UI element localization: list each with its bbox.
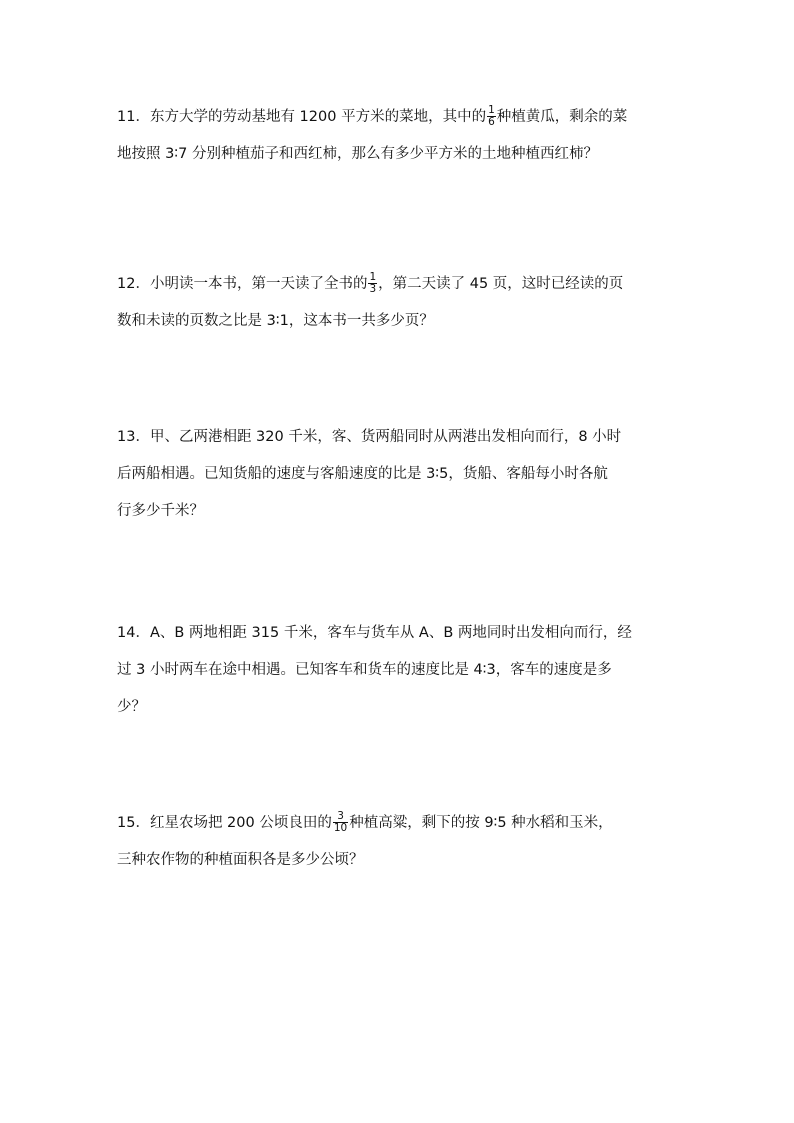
- fraction: [368, 272, 377, 295]
- problem-13: [117, 419, 687, 530]
- problem-text: 甲、乙两港相距 320 千米，客、货两船同时从两港出发相向而行，8 小时: [149, 429, 622, 445]
- fraction-numerator: 1: [369, 270, 377, 283]
- problem-number: 12．: [117, 276, 150, 292]
- problem-12-line-1: [117, 266, 687, 303]
- problem-14: [117, 615, 687, 726]
- problem-number: 11．: [117, 109, 150, 125]
- problem-13-line-2: 后两船相遇。已知货船的速度与客船速度的比是 3∶5，货船、客船每小时各航: [117, 466, 608, 482]
- fraction: [333, 811, 348, 834]
- problem-text: 小明读一本书，第一天读了全书的: [149, 276, 368, 292]
- problem-11: [117, 99, 687, 173]
- problem-12-line-2: 数和未读的页数之比是 3∶1，这本书一共多少页？: [117, 313, 434, 329]
- problem-text: 红星农场把 200 公顷良田的: [149, 815, 332, 831]
- problem-text: 种植黄瓜，剩余的菜: [496, 109, 628, 125]
- problem-15-line-1: [117, 805, 687, 842]
- problem-14-line-2: 过 3 小时两车在途中相遇。已知客车和货车的速度比是 4∶3，客车的速度是多: [117, 662, 612, 678]
- problem-11-line-1: [117, 99, 687, 136]
- problem-text: A、B 两地相距 315 千米，客车与货车从 A、B 两地同时出发相向而行，经: [149, 625, 632, 641]
- fraction-numerator: 3: [333, 811, 348, 823]
- problem-number: 13．: [117, 429, 150, 445]
- problem-text: 东方大学的劳动基地有 1200 平方米的菜地，其中的: [149, 109, 487, 125]
- fraction-denominator: 10: [333, 821, 348, 834]
- fraction-denominator: 6: [488, 115, 495, 128]
- problem-text: ，第二天读了 45 页，这时已经读的页: [378, 276, 624, 292]
- problem-15: [117, 805, 687, 879]
- fraction-denominator: 3: [369, 282, 377, 295]
- problem-number: 14．: [117, 625, 150, 641]
- fraction-numerator: 1: [488, 103, 495, 116]
- problem-12: [117, 266, 687, 340]
- problem-number: 15．: [117, 815, 150, 831]
- problem-14-line-3: 少？: [117, 699, 146, 715]
- problem-15-line-2: 三种农作物的种植面积各是多少公顷？: [117, 852, 364, 868]
- problem-14-line-1: [117, 615, 687, 652]
- problem-13-line-3: 行多少千米？: [117, 503, 204, 519]
- problem-11-line-2: 地按照 3∶7 分别种植茄子和西红柿，那么有多少平方米的土地种植西红柿？: [117, 146, 598, 162]
- problem-13-line-1: [117, 419, 687, 456]
- fraction: [487, 105, 496, 128]
- problem-text: 种植高粱，剩下的按 9∶5 种水稻和玉米，: [349, 815, 613, 831]
